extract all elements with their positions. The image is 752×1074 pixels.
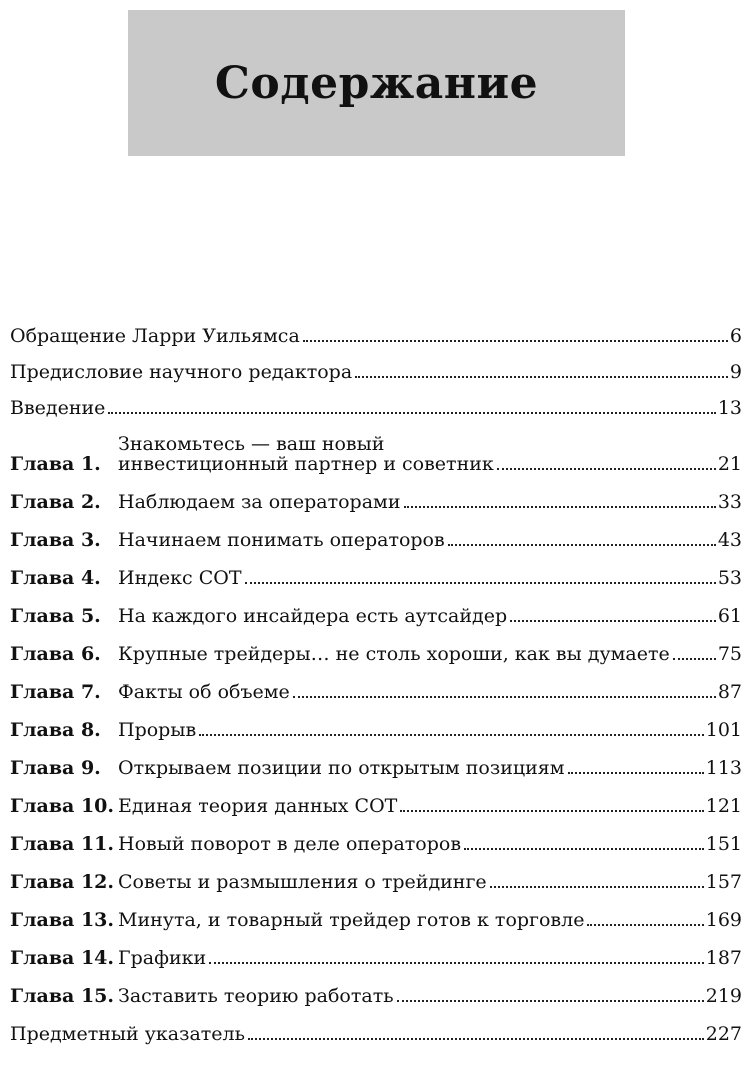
toc-entry-introduction[interactable] xyxy=(10,398,742,418)
toc-entry-page: 227 xyxy=(705,1023,742,1045)
toc-entry-page: 121 xyxy=(705,795,742,817)
toc-entry-chapter-9[interactable] xyxy=(10,758,742,778)
toc-entry-chapter-10[interactable] xyxy=(10,796,742,816)
toc-entry-page: 219 xyxy=(705,985,742,1007)
toc-entry-title-line1: Знакомьтесь — ваш новый xyxy=(118,433,385,455)
chapter-label: Глава 6. xyxy=(10,643,101,665)
toc-entry-page: 9 xyxy=(729,361,742,383)
dot-leader xyxy=(355,376,728,378)
chapter-label: Глава 5. xyxy=(10,605,101,627)
chapter-label: Глава 11. xyxy=(10,833,115,855)
toc-entry-subject-index[interactable] xyxy=(10,1024,742,1044)
toc-entry-page: 53 xyxy=(717,567,742,589)
dot-leader xyxy=(587,924,703,926)
dot-leader xyxy=(108,412,715,414)
toc-entry-title: Заставить теорию работать xyxy=(118,985,394,1007)
toc-entry-chapter-3[interactable] xyxy=(10,530,742,550)
dot-leader xyxy=(464,848,704,850)
toc-entry-chapter-15[interactable] xyxy=(10,986,742,1006)
toc-entry-page: 13 xyxy=(717,397,742,419)
toc-entry-page: 169 xyxy=(705,909,742,931)
dot-leader xyxy=(448,544,716,546)
toc-entry-page: 187 xyxy=(705,947,742,969)
toc-entry-page: 75 xyxy=(717,643,742,665)
toc-entry-title: Графики xyxy=(118,947,207,969)
dot-leader xyxy=(303,340,728,342)
toc-entry-page: 43 xyxy=(717,529,742,551)
toc-entry-chapter-1[interactable] xyxy=(10,434,742,474)
toc-entry-title: Предисловие научного редактора xyxy=(10,361,353,383)
toc-entry-title: Факты об объеме xyxy=(118,681,290,703)
chapter-label: Глава 3. xyxy=(10,529,101,551)
toc-entry-page: 87 xyxy=(717,681,742,703)
page-title: Содержание xyxy=(214,57,539,109)
toc-entry-title: Советы и размышления о трейдинге xyxy=(118,871,487,893)
toc-entry-title: Единая теория данных СОТ xyxy=(118,795,398,817)
toc-entry-page: 6 xyxy=(729,325,742,347)
toc-entry-editor-preface[interactable] xyxy=(10,362,742,382)
toc-entry-title: Минута, и товарный трейдер готов к торговле xyxy=(118,909,585,931)
toc-entry-page: 113 xyxy=(705,757,742,779)
dot-leader xyxy=(497,468,716,470)
chapter-label: Глава 9. xyxy=(10,757,101,779)
chapter-label: Глава 8. xyxy=(10,719,101,741)
toc-entry-page: 21 xyxy=(717,453,742,475)
toc-entry-title: На каждого инсайдера есть аутсайдер xyxy=(118,605,508,627)
toc-entry-chapter-11[interactable] xyxy=(10,834,742,854)
toc-entry-title-line2: инвестиционный партнер и советник xyxy=(118,453,494,475)
toc-entry-chapter-7[interactable] xyxy=(10,682,742,702)
chapter-label: Глава 13. xyxy=(10,909,115,931)
dot-leader xyxy=(568,772,704,774)
toc-entry-chapter-6[interactable] xyxy=(10,644,742,664)
dot-leader xyxy=(209,962,704,964)
dot-leader xyxy=(199,734,704,736)
dot-leader xyxy=(673,658,716,660)
toc-entry-chapter-4[interactable] xyxy=(10,568,742,588)
dot-leader xyxy=(400,810,703,812)
toc-entry-page: 33 xyxy=(717,491,742,513)
toc-entry-page: 101 xyxy=(705,719,742,741)
table-of-contents xyxy=(10,326,742,1060)
toc-entry-foreword-williams[interactable] xyxy=(10,326,742,346)
dot-leader xyxy=(490,886,704,888)
toc-entry-chapter-12[interactable] xyxy=(10,872,742,892)
title-banner xyxy=(128,10,625,156)
toc-entry-chapter-8[interactable] xyxy=(10,720,742,740)
toc-entry-chapter-2[interactable] xyxy=(10,492,742,512)
chapter-label: Глава 2. xyxy=(10,491,101,513)
toc-entry-title: Наблюдаем за операторами xyxy=(118,491,401,513)
dot-leader xyxy=(510,620,716,622)
toc-entry-page: 151 xyxy=(705,833,742,855)
toc-entry-chapter-13[interactable] xyxy=(10,910,742,930)
dot-leader xyxy=(293,696,716,698)
toc-entry-title: Предметный указатель xyxy=(10,1023,245,1045)
dot-leader xyxy=(404,506,716,508)
chapter-label: Глава 7. xyxy=(10,681,101,703)
dot-leader xyxy=(397,1000,704,1002)
toc-entry-title: Новый поворот в деле операторов xyxy=(118,833,462,855)
toc-entry-title: Обращение Ларри Уильямса xyxy=(10,325,300,347)
chapter-label: Глава 1. xyxy=(10,453,101,475)
chapter-label: Глава 14. xyxy=(10,947,115,969)
toc-entry-title: Начинаем понимать операторов xyxy=(118,529,445,551)
toc-entry-page: 61 xyxy=(717,605,742,627)
toc-entry-title: Открываем позиции по открытым позициям xyxy=(118,757,565,779)
toc-entry-title: Введение xyxy=(10,397,106,419)
toc-entry-title: Крупные трейдеры… не столь хороши, как вы думаете xyxy=(118,643,670,665)
toc-entry-title xyxy=(118,434,494,474)
toc-entry-title: Прорыв xyxy=(118,719,197,741)
toc-entry-title: Индекс СОТ xyxy=(118,567,242,589)
dot-leader xyxy=(245,582,716,584)
chapter-label: Глава 15. xyxy=(10,985,115,1007)
toc-entry-chapter-14[interactable] xyxy=(10,948,742,968)
dot-leader xyxy=(248,1038,704,1040)
chapter-label: Глава 4. xyxy=(10,567,101,589)
toc-entry-page: 157 xyxy=(705,871,742,893)
toc-entry-chapter-5[interactable] xyxy=(10,606,742,626)
chapter-label: Глава 10. xyxy=(10,795,115,817)
chapter-label: Глава 12. xyxy=(10,871,115,893)
